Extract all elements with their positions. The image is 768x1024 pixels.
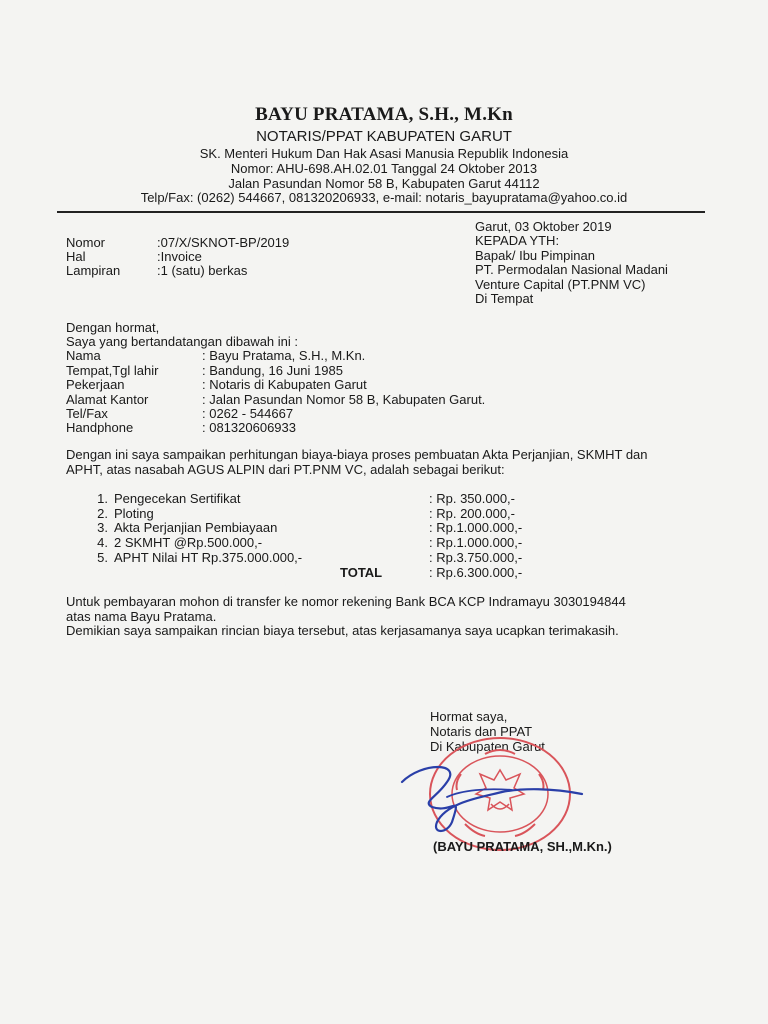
nomor-label: Nomor (66, 235, 106, 250)
payment-line: Untuk pembayaran mohon di transfer ke nomor rekening Bank BCA KCP Indramayu 3030194844 (66, 594, 626, 609)
item-number: 2. (97, 506, 108, 521)
profile-label: Tel/Fax (66, 406, 108, 421)
item-number: 4. (97, 535, 108, 550)
profile-value: : 081320606933 (202, 420, 296, 435)
letterhead-line: Telp/Fax: (0262) 544667, 081320206933, e-mail: notaris_bayupratama@yahoo.co.id (140, 190, 628, 205)
letterhead-line: Nomor: AHU-698.AH.02.01 Tanggal 24 Oktober 2013 (230, 161, 538, 176)
greeting: Dengan hormat, (66, 320, 160, 335)
total-amount: : Rp.6.300.000,- (429, 565, 523, 580)
hal-value: :Invoice (157, 249, 202, 264)
profile-value: : 0262 - 544667 (202, 406, 294, 421)
item-description: Pengecekan Sertifikat (114, 491, 241, 506)
profile-label: Pekerjaan (66, 377, 125, 392)
signer-place: Di Kabupaten Garut (430, 739, 545, 754)
item-number: 3. (97, 520, 108, 535)
letter-date: Garut, 03 Oktober 2019 (475, 219, 612, 234)
item-amount: : Rp.1.000.000,- (429, 535, 523, 550)
recipient-line: Bapak/ Ibu Pimpinan (475, 248, 595, 263)
item-number: 1. (97, 491, 108, 506)
profile-value: : Bandung, 16 Juni 1985 (202, 363, 343, 378)
paragraph-line: Dengan ini saya sampaikan perhitungan biaya-biaya proses pembuatan Akta Perjanjian, SKMHT dan (66, 447, 648, 462)
signer-name: (BAYU PRATAMA, SH.,M.Kn.) (433, 839, 612, 854)
profile-label: Nama (66, 348, 101, 363)
nomor-value: :07/X/SKNOT-BP/2019 (157, 235, 290, 250)
item-amount: : Rp. 350.000,- (429, 491, 515, 506)
item-amount: : Rp.3.750.000,- (429, 550, 523, 565)
regards-text: Hormat saya, (430, 709, 508, 724)
letterhead-line: Jalan Pasundan Nomor 58 B, Kabupaten Garut 44112 (228, 176, 540, 191)
payment-line: atas nama Bayu Pratama. (66, 609, 217, 624)
item-description: 2 SKMHT @Rp.500.000,- (114, 535, 263, 550)
item-number: 5. (97, 550, 108, 565)
item-description: APHT Nilai HT Rp.375.000.000,- (114, 550, 303, 565)
notary-title: NOTARIS/PPAT KABUPATEN GARUT (256, 128, 512, 145)
lampiran-label: Lampiran (66, 263, 121, 278)
profile-value: : Bayu Pratama, S.H., M.Kn. (202, 348, 366, 363)
hal-label: Hal (66, 249, 86, 264)
recipient-heading: KEPADA YTH: (475, 233, 560, 248)
notary-name: BAYU PRATAMA, S.H., M.Kn (255, 104, 513, 125)
profile-label: Handphone (66, 420, 134, 435)
recipient-line: PT. Permodalan Nasional Madani (475, 262, 668, 277)
paragraph-line: APHT, atas nasabah AGUS ALPIN dari PT.PNM VC, adalah sebagai berikut: (66, 462, 505, 477)
profile-label: Tempat,Tgl lahir (66, 363, 159, 378)
signer-role: Notaris dan PPAT (430, 724, 533, 739)
item-description: Ploting (114, 506, 154, 521)
handwritten-signature (392, 752, 592, 842)
item-amount: : Rp. 200.000,- (429, 506, 515, 521)
profile-label: Alamat Kantor (66, 392, 149, 407)
lampiran-value: :1 (satu) berkas (157, 263, 248, 278)
total-label: TOTAL (340, 565, 383, 580)
item-amount: : Rp.1.000.000,- (429, 520, 523, 535)
profile-value: : Jalan Pasundan Nomor 58 B, Kabupaten Garut. (202, 392, 486, 407)
header-rule (57, 211, 705, 213)
item-description: Akta Perjanjian Pembiayaan (114, 520, 278, 535)
closing-line: Demikian saya sampaikan rincian biaya tersebut, atas kerjasamanya saya ucapkan terimakasih. (66, 623, 619, 638)
letterhead-line: SK. Menteri Hukum Dan Hak Asasi Manusia Republik Indonesia (199, 146, 569, 161)
recipient-line: Di Tempat (475, 291, 534, 306)
profile-value: : Notaris di Kabupaten Garut (202, 377, 367, 392)
recipient-line: Venture Capital (PT.PNM VC) (475, 277, 646, 292)
intro-line: Saya yang bertandatangan dibawah ini : (66, 334, 299, 349)
